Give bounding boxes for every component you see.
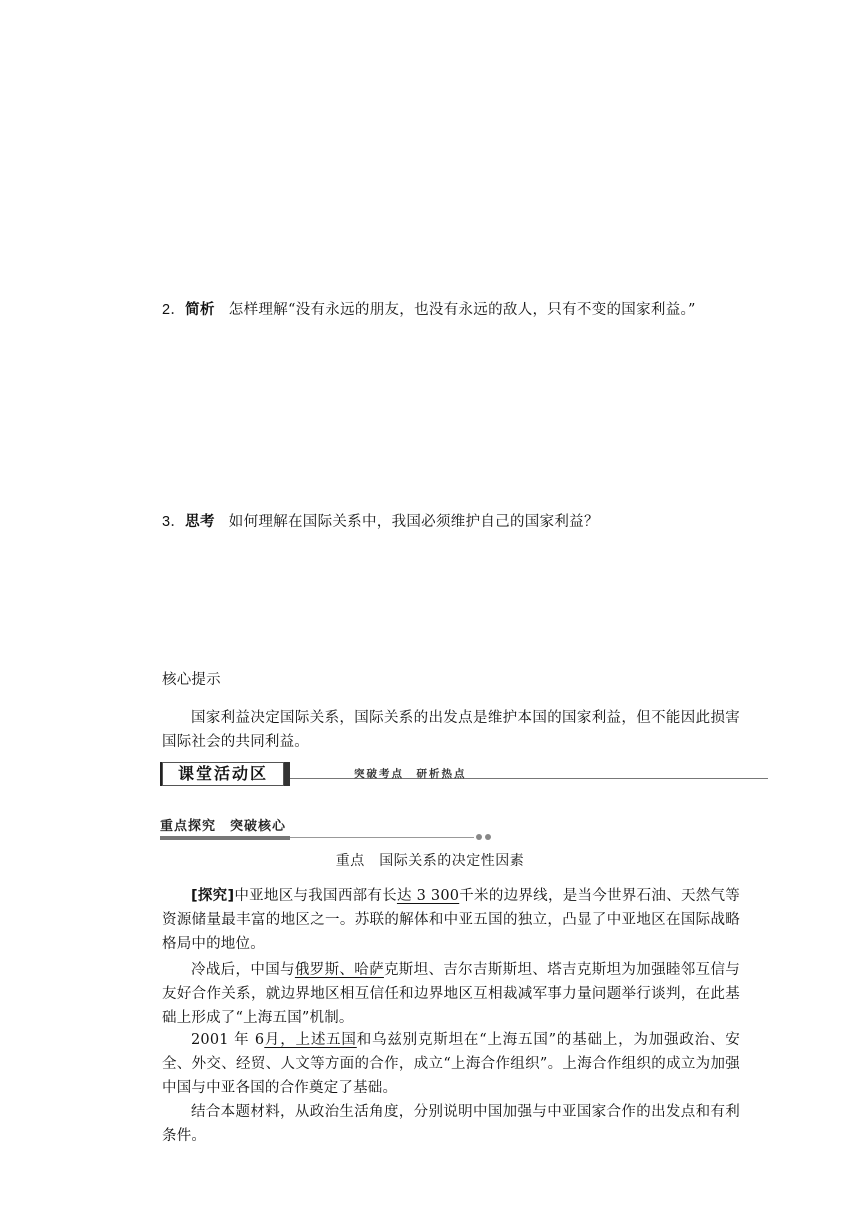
dot-icon	[485, 834, 491, 840]
explore-paragraph-1	[162, 884, 740, 956]
sub-section-bar	[160, 836, 290, 840]
question-tag: 思考	[185, 514, 215, 530]
banner-title: 课堂活动区	[160, 762, 290, 786]
dot-icon	[476, 834, 482, 840]
question-text: 怎样理解“没有永远的朋友，也没有永远的敌人，只有不变的国家利益。”	[228, 302, 696, 318]
question-2	[162, 298, 696, 319]
hint-body: 国家利益决定国际关系，国际关系的出发点是维护本国的国家利益，但不能因此损害国际社会的共同利益。	[162, 710, 740, 750]
question-tag: 简析	[185, 302, 215, 318]
underlined-text: 月，上述五国	[264, 1032, 357, 1048]
section-banner	[160, 760, 768, 790]
sub-section-rule	[290, 837, 474, 838]
explore-label: [探究]	[191, 888, 235, 904]
hint-title: 核心提示	[162, 672, 221, 688]
text-run: 千米的边界线，是当今世界石油、天然气等资源储量最丰富的地区之一。苏联的解体和中亚五国的独立，凸显了中亚地区在国际战略格局中的地位。	[162, 888, 740, 952]
explore-question: 结合本题材料，从政治生活角度，分别说明中国加强与中亚国家合作的出发点和有利条件。	[162, 1104, 740, 1144]
underlined-text: 达 3 300	[396, 888, 460, 904]
sub-section-title: 重点探究 突破核心	[160, 819, 287, 834]
text-run: 2001 年 6	[191, 1032, 265, 1048]
question-text: 如何理解在国际关系中，我国必须维护自己的国家利益？	[228, 514, 599, 530]
underlined-text: 俄罗斯、哈萨	[294, 962, 384, 978]
text-run: 冷战后，中国与	[191, 962, 295, 978]
sub-section-banner	[160, 815, 490, 841]
question-number: 2．	[162, 302, 186, 318]
banner-subtitle: 突破考点 研析热点	[354, 768, 467, 780]
question-3	[162, 510, 599, 531]
explore-paragraph-2	[162, 958, 740, 1030]
explore-paragraph-3	[162, 1028, 740, 1100]
key-point-title: 重点 国际关系的决定性因素	[335, 853, 525, 869]
question-number: 3．	[162, 514, 186, 530]
text-run: 克斯坦、吉尔吉斯斯坦、塔吉克斯坦为加强睦邻互信与友好合作关系，就边界地区相互信任和边界地区互相裁减军事力量问题举行谈判，在此基础上形成了“上海五国”机制。	[162, 962, 740, 1026]
text-run: 和乌兹别克斯坦在“上海五国”的基础上，为加强政治、安全、外交、经贸、人文等方面的合作，成立“上海合作组织”。上海合作组织的成立为加强中国与中亚各国的合作奠定了基础。	[162, 1032, 740, 1096]
text-run: 中亚地区与我国西部有长	[234, 888, 397, 904]
